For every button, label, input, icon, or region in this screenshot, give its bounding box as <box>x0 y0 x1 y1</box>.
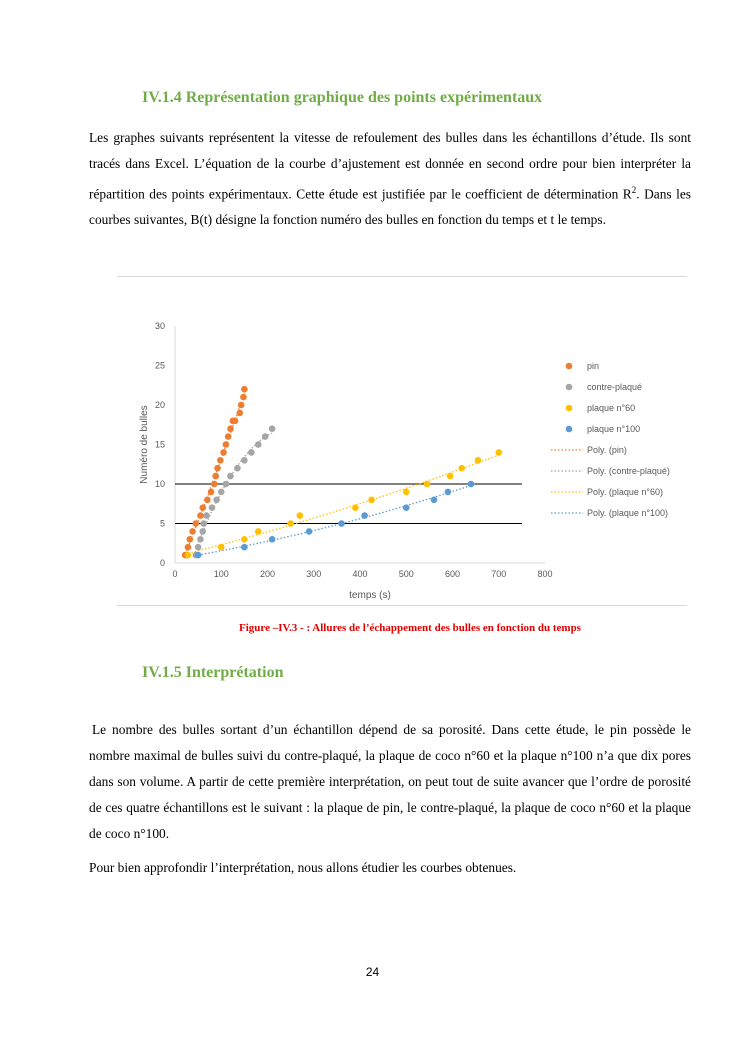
data-point-series-1 <box>262 433 269 440</box>
x-tick-label: 100 <box>213 569 229 579</box>
x-tick-label: 700 <box>491 569 507 579</box>
data-point-series-1 <box>199 528 206 535</box>
legend-label-series-3: plaque n°100 <box>587 424 641 434</box>
legend-label-fit-2: Poly. (plaque n°60) <box>587 487 663 497</box>
data-point-series-1 <box>209 504 216 511</box>
data-point-series-0 <box>204 497 211 504</box>
legend-marker-series-2 <box>566 405 573 412</box>
data-point-series-1 <box>227 473 234 480</box>
data-point-series-2 <box>255 528 262 535</box>
y-tick-label: 20 <box>154 400 165 410</box>
data-point-series-1 <box>197 536 204 543</box>
data-point-series-0 <box>214 465 221 472</box>
data-point-series-0 <box>189 528 196 535</box>
x-tick-label: 300 <box>306 569 322 579</box>
data-point-series-0 <box>193 520 200 527</box>
x-tick-label: 500 <box>398 569 414 579</box>
y-axis-title: Numéro de bulles <box>139 405 150 484</box>
data-point-series-0 <box>199 504 206 511</box>
data-point-series-0 <box>238 402 245 409</box>
legend-label-fit-0: Poly. (pin) <box>587 445 627 455</box>
y-tick-label: 15 <box>154 439 165 450</box>
data-point-series-0 <box>211 481 218 488</box>
legend-label-series-0: pin <box>587 361 600 371</box>
data-point-series-0 <box>217 457 224 464</box>
data-point-series-1 <box>213 497 220 504</box>
data-point-series-3 <box>269 536 276 543</box>
data-point-series-0 <box>185 544 192 551</box>
trendline-3 <box>198 485 471 555</box>
data-point-series-3 <box>403 504 410 511</box>
x-tick-label: 800 <box>537 569 553 579</box>
r-squared-superscript: 2 <box>631 185 637 195</box>
data-point-series-2 <box>403 489 410 496</box>
data-point-series-1 <box>234 465 241 472</box>
data-point-series-2 <box>241 536 248 543</box>
data-point-series-0 <box>240 394 247 401</box>
y-tick-label: 0 <box>159 558 165 568</box>
data-point-series-0 <box>187 536 194 543</box>
legend-marker-series-0 <box>566 363 573 370</box>
x-axis-title: temps (s) <box>349 590 391 601</box>
data-point-series-1 <box>269 425 276 432</box>
data-point-series-1 <box>218 489 225 496</box>
x-tick-label: 200 <box>259 569 276 579</box>
data-point-series-1 <box>248 449 255 456</box>
interpretation-paragraph: Le nombre des bulles sortant d’un échantillon dépend de sa porosité. Dans cette étude, le pin possède le nombre maximal de bulles suivi du contre-plaqué, la plaque de coco n°60 et la plaque n°100 n’a que dix pores dans son volume. A partir de cette première interprétation, on peut tout de suite avancer que l’ordre de porosité de ces quatre échantillons est le suivant : la plaque de pin, le contre-plaqué, la plaque de coco n°60 et la plaque de coco n°100. <box>89 722 691 841</box>
data-point-series-3 <box>468 481 475 488</box>
data-point-series-1 <box>241 457 248 464</box>
data-point-series-0 <box>208 489 215 496</box>
section-heading-graphical-representation: IV.1.4 Représentation graphique des points expérimentaux <box>142 89 543 106</box>
data-point-series-2 <box>287 520 294 527</box>
legend-label-series-2: plaque n°60 <box>587 403 636 413</box>
y-tick-label: 30 <box>154 321 165 331</box>
intro-text-before: Les graphes suivants représentent la vitesse de refoulement des bulles dans les échantillons d’étude. Ils sont tracés dans Excel. L’équation de la courbe d’ajustement est donnée en second ordre pour bien interpréter la répartition des points expérimentaux. Cette étude est justifiée par le coefficient de détermination R <box>89 130 691 202</box>
data-point-series-3 <box>195 552 202 559</box>
data-point-series-2 <box>424 481 431 488</box>
legend-label-fit-1: Poly. (contre-plaqué) <box>587 466 670 476</box>
data-point-series-0 <box>220 449 227 456</box>
bubble-escape-chart <box>117 276 687 606</box>
data-point-series-2 <box>352 504 359 511</box>
figure-caption: Figure –IV.3 - : Allures de l’échappement des bulles en fonction du temps <box>239 622 581 634</box>
data-point-series-1 <box>223 481 230 488</box>
data-point-series-3 <box>445 489 452 496</box>
data-point-series-2 <box>185 552 192 559</box>
legend-label-series-1: contre-plaqué <box>587 382 643 392</box>
data-point-series-0 <box>241 386 248 393</box>
data-point-series-2 <box>218 544 225 551</box>
y-tick-label: 25 <box>154 360 165 371</box>
y-tick-label: 5 <box>159 518 165 529</box>
data-point-series-0 <box>236 410 243 417</box>
data-point-series-0 <box>232 418 239 425</box>
data-point-series-1 <box>255 441 262 448</box>
legend-marker-series-1 <box>566 384 573 391</box>
data-point-series-2 <box>447 473 454 480</box>
x-tick-label: 600 <box>444 569 461 579</box>
y-tick-label: 10 <box>154 479 165 489</box>
x-tick-label: 400 <box>352 569 368 579</box>
data-point-series-3 <box>361 512 368 519</box>
data-point-series-0 <box>212 473 219 480</box>
data-point-series-2 <box>475 457 482 464</box>
data-point-series-2 <box>458 465 465 472</box>
data-point-series-0 <box>223 441 230 448</box>
data-point-series-0 <box>225 433 232 440</box>
intro-paragraph <box>89 125 691 233</box>
data-point-series-2 <box>368 497 375 504</box>
data-point-series-0 <box>227 425 234 432</box>
data-point-series-2 <box>495 449 502 456</box>
conclusion-paragraph: Pour bien approfondir l’interprétation, nous allons étudier les courbes obtenues. <box>89 860 517 875</box>
data-point-series-3 <box>338 520 345 527</box>
data-point-series-1 <box>200 520 207 527</box>
section-heading-interpretation: IV.1.5 Interprétation <box>142 664 284 681</box>
intro-text-after: . Dans les courbes suivantes, B(t) désigne la fonction numéro des bulles en fonction du temps et t le temps. <box>89 186 691 228</box>
data-point-series-0 <box>197 512 204 519</box>
page-number: 24 <box>365 965 380 979</box>
data-point-series-3 <box>431 497 438 504</box>
x-tick-label: 0 <box>172 569 178 579</box>
data-point-series-2 <box>297 512 304 519</box>
data-point-series-3 <box>241 544 248 551</box>
data-point-series-1 <box>203 512 210 519</box>
legend-marker-series-3 <box>566 426 573 433</box>
data-point-series-3 <box>306 528 313 535</box>
data-point-series-1 <box>195 544 202 551</box>
legend-label-fit-3: Poly. (plaque n°100) <box>587 508 668 518</box>
